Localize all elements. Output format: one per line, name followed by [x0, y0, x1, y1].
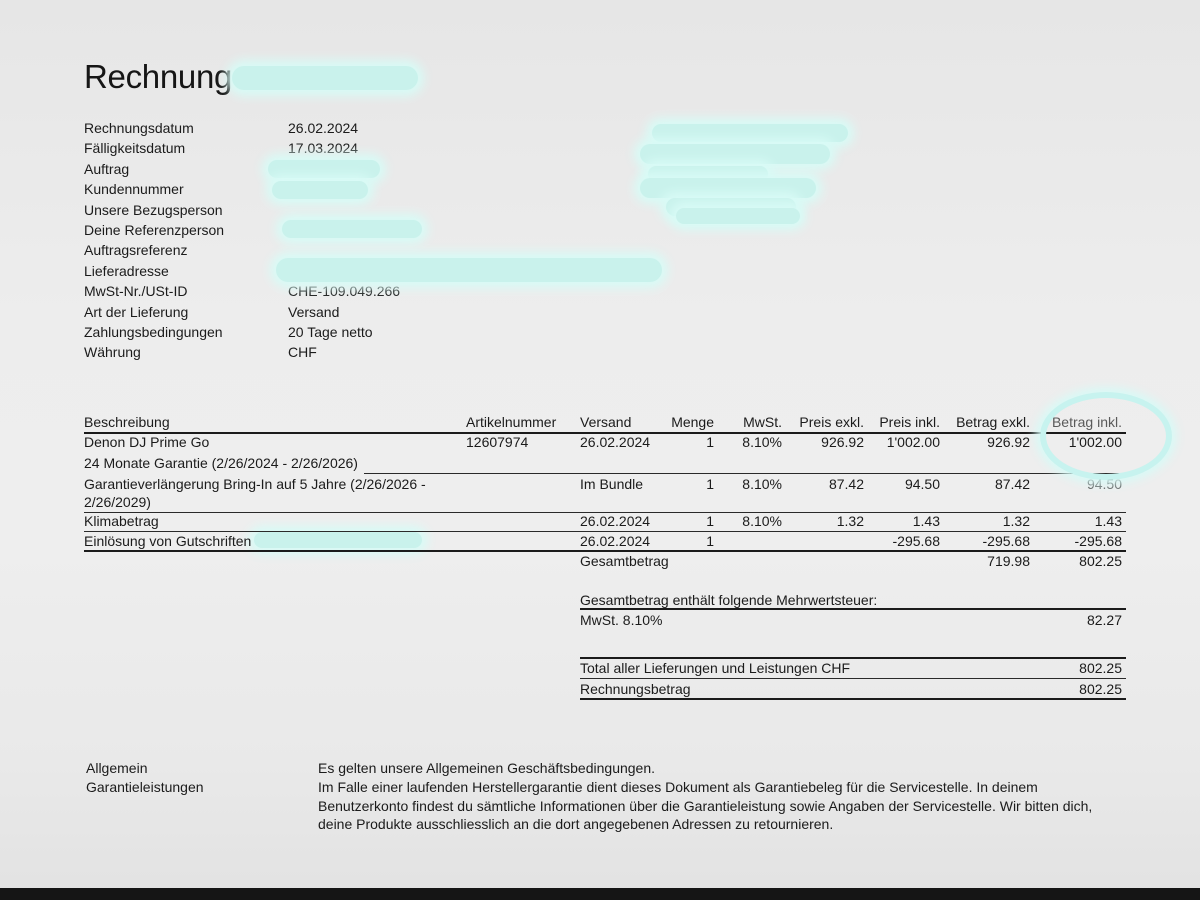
meta-label: Auftragsreferenz — [84, 242, 188, 259]
meta-label: MwSt-Nr./USt-ID — [84, 283, 188, 300]
row-versand: 26.02.2024 — [580, 533, 651, 549]
meta-label: Lieferadresse — [84, 262, 169, 279]
row-menge: 1 — [706, 513, 714, 529]
totals-rule — [580, 657, 1126, 659]
redaction-mark — [640, 144, 830, 164]
redaction-mark — [276, 258, 662, 282]
row-betrag-inkl: 94.50 — [1086, 476, 1122, 492]
redaction-mark — [640, 178, 816, 198]
footer-garantie-line: Im Falle einer laufenden Herstellergarantie dient dieses Dokument als Garantiebeleg für die Servicestelle. In deinem — [318, 779, 1038, 795]
col-header-betrag-inkl: Betrag inkl. — [1051, 414, 1122, 430]
row-versand: 26.02.2024 — [580, 434, 651, 450]
meta-label: Deine Referenzperson — [84, 221, 225, 238]
row-versand: 26.02.2024 — [580, 513, 651, 529]
meta-label: Zahlungsbedingungen — [84, 323, 223, 340]
vat-rule — [580, 608, 1126, 610]
total-label: Total aller Lieferungen und Leistungen CHF — [580, 660, 851, 676]
row-menge: 1 — [706, 476, 714, 492]
row-rule — [84, 531, 1126, 532]
footer-garantie-line: Benutzerkonto findest du sämtliche Informationen über die Garantieleistung sowie Angaben der Servicestelle. Wir bitten dich, — [318, 797, 1093, 814]
redaction-mark — [652, 124, 848, 142]
row-betrag-inkl: 1'002.00 — [1068, 434, 1122, 450]
row-beschreibung: Klimabetrag — [84, 513, 159, 529]
footer-allgemein-text: Es gelten unsere Allgemeinen Geschäftsbedingungen. — [318, 760, 656, 776]
row-preis-exkl: 1.32 — [836, 513, 864, 529]
gesamt-betrag-inkl: 802.25 — [1079, 553, 1122, 569]
meta-label: Auftrag — [84, 160, 130, 177]
invoice-title: Rechnung — [84, 58, 233, 95]
row-rule — [364, 473, 1126, 474]
redaction-mark — [676, 208, 800, 224]
row-mwst: 8.10% — [742, 434, 782, 450]
totals-bottom-rule — [580, 698, 1126, 700]
row-mwst: 8.10% — [742, 513, 782, 529]
meta-label: Art der Lieferung — [84, 303, 189, 320]
row-betrag-exkl: 87.42 — [994, 476, 1030, 492]
row-preis-exkl: 926.92 — [821, 434, 864, 450]
row-beschreibung-cont: 2/26/2029) — [84, 494, 151, 510]
col-header-artikelnummer: Artikelnummer — [466, 414, 557, 430]
row-menge: 1 — [706, 533, 714, 549]
screen-bezel — [0, 888, 1200, 900]
footer-garantie-text — [318, 778, 1092, 834]
meta-value: Versand — [288, 303, 340, 320]
row-artikelnummer: 12607974 — [466, 434, 529, 450]
row-versand: Im Bundle — [580, 476, 644, 492]
redaction-mark — [268, 160, 380, 178]
redaction-mark — [272, 181, 368, 199]
gesamt-betrag-exkl: 719.98 — [987, 553, 1030, 569]
vat-heading: Gesamtbetrag enthält folgende Mehrwertsteuer: — [580, 592, 878, 608]
row-beschreibung: 24 Monate Garantie (2/26/2024 - 2/26/2026) — [84, 455, 358, 471]
gesamt-label: Gesamtbetrag — [580, 553, 669, 569]
meta-value: 20 Tage netto — [288, 323, 373, 340]
meta-labels — [84, 118, 224, 363]
row-menge: 1 — [706, 434, 714, 450]
total-value: 802.25 — [1079, 660, 1122, 676]
col-header-mwst: MwSt. — [743, 414, 782, 430]
redaction-mark — [232, 66, 418, 90]
meta-label: Unsere Bezugsperson — [84, 201, 223, 218]
table-bottom-rule — [84, 550, 1126, 552]
col-header-menge: Menge — [671, 414, 714, 430]
row-preis-inkl: 1'002.00 — [886, 434, 940, 450]
vat-value: 82.27 — [1086, 612, 1122, 628]
row-preis-inkl: 94.50 — [904, 476, 940, 492]
rechnungsbetrag-value: 802.25 — [1079, 681, 1122, 697]
meta-value — [288, 200, 400, 220]
rechnungsbetrag-label: Rechnungsbetrag — [580, 681, 691, 697]
meta-label: Fälligkeitsdatum — [84, 140, 186, 157]
meta-value: CHE-109.049.266 — [288, 283, 401, 300]
meta-label: Kundennummer — [84, 181, 184, 198]
col-header-beschreibung: Beschreibung — [84, 414, 170, 430]
row-betrag-inkl: 1.43 — [1094, 513, 1122, 529]
col-header-versand: Versand — [580, 414, 632, 430]
meta-value: 26.02.2024 — [288, 120, 359, 136]
meta-values — [288, 118, 400, 363]
totals-rule — [580, 678, 1126, 679]
footer-allgemein-label: Allgemein — [86, 760, 148, 776]
redaction-mark — [254, 532, 422, 548]
col-header-betrag-exkl: Betrag exkl. — [956, 414, 1030, 430]
meta-label: Rechnungsdatum — [84, 120, 194, 136]
redaction-mark — [282, 220, 422, 238]
row-beschreibung: Denon DJ Prime Go — [84, 434, 210, 450]
vat-label: MwSt. 8.10% — [580, 612, 663, 628]
row-preis-inkl: -295.68 — [892, 533, 940, 549]
row-betrag-exkl: 926.92 — [987, 434, 1030, 450]
col-header-preis-exkl: Preis exkl. — [799, 414, 864, 430]
row-betrag-inkl: -295.68 — [1074, 533, 1122, 549]
col-header-preis-inkl: Preis inkl. — [879, 414, 940, 430]
row-betrag-exkl: -295.68 — [982, 533, 1030, 549]
row-preis-inkl: 1.43 — [912, 513, 940, 529]
row-preis-exkl: 87.42 — [828, 476, 864, 492]
row-beschreibung: Einlösung von Gutschriften — [84, 533, 252, 549]
meta-value: 17.03.2024 — [288, 140, 359, 157]
footer-garantie-label: Garantieleistungen — [86, 779, 204, 795]
footer-garantie-line: deine Produkte ausschliesslich an die dort angegebenen Adressen zu retournieren. — [318, 816, 834, 832]
meta-label: Währung — [84, 344, 141, 361]
row-beschreibung: Garantieverlängerung Bring-In auf 5 Jahre (2/26/2026 - — [84, 476, 426, 492]
row-mwst: 8.10% — [742, 476, 782, 492]
row-betrag-exkl: 1.32 — [1002, 513, 1030, 529]
highlight-circle — [1040, 392, 1172, 480]
meta-value: CHF — [288, 344, 317, 361]
